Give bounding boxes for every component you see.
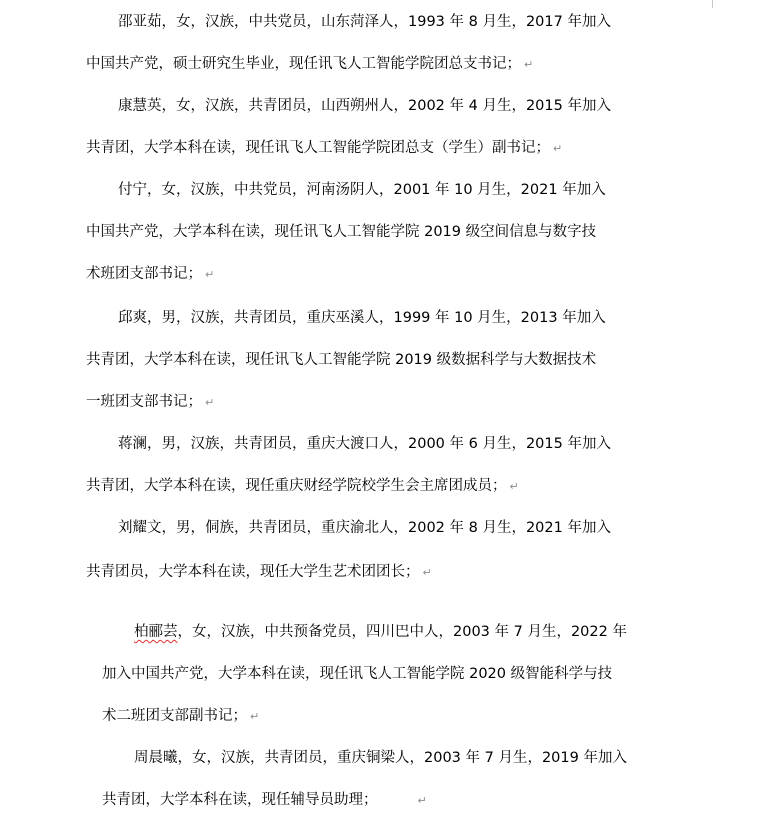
paragraph-mark-icon: ↵ xyxy=(509,480,519,493)
paragraph-7-line-3: 术二班团支部副书记； ↵ xyxy=(102,708,260,724)
paragraph-5-line-1: 蒋澜，男，汉族，共青团员，重庆大渡口人，2000 年 6 月生，2015 年加入 xyxy=(118,436,611,452)
paragraph-3-line-3: 术班团支部书记； ↵ xyxy=(86,266,215,282)
spellcheck-underlined-name: 柏郦芸 xyxy=(134,624,178,640)
paragraph-mark-icon: ↵ xyxy=(250,710,260,723)
paragraph-1-line-1: 邵亚茹，女，汉族，中共党员，山东菏泽人，1993 年 8 月生，2017 年加入 xyxy=(118,14,611,30)
paragraph-2-line-2: 共青团，大学本科在读，现任讯飞人工智能学院团总支（学生）副书记； ↵ xyxy=(86,140,563,156)
paragraph-mark-icon: ↵ xyxy=(205,268,215,281)
paragraph-4-line-2: 共青团，大学本科在读，现任讯飞人工智能学院 2019 级数据科学与大数据技术 xyxy=(86,352,597,368)
paragraph-6-line-1: 刘耀文，男，侗族，共青团员，重庆渝北人，2002 年 8 月生，2021 年加入 xyxy=(118,520,611,536)
paragraph-4-line-1: 邱爽，男，汉族，共青团员，重庆巫溪人，1999 年 10 月生，2013 年加入 xyxy=(118,310,606,326)
paragraph-8-line-1: 周晨曦，女，汉族，共青团员，重庆铜梁人，2003 年 7 月生，2019 年加入 xyxy=(134,750,627,766)
paragraph-7-line-1: 柏郦芸，女，汉族，中共预备党员，四川巴中人，2003 年 7 月生，2022 年 xyxy=(134,624,627,640)
paragraph-6-line-2: 共青团员，大学本科在读，现任大学生艺术团团长； ↵ xyxy=(86,564,432,580)
paragraph-8-line-2: 共青团，大学本科在读，现任辅导员助理； ↵ xyxy=(102,792,427,808)
paragraph-1-line-2: 中国共产党，硕士研究生毕业，现任讯飞人工智能学院团总支书记； ↵ xyxy=(86,56,534,72)
paragraph-5-line-2: 共青团，大学本科在读，现任重庆财经学院校学生会主席团成员； ↵ xyxy=(86,478,519,494)
paragraph-4-line-3: 一班团支部书记； ↵ xyxy=(86,394,215,410)
paragraph-mark-icon: ↵ xyxy=(205,396,215,409)
paragraph-3-line-1: 付宁，女，汉族，中共党员，河南汤阴人，2001 年 10 月生，2021 年加入 xyxy=(118,182,606,198)
paragraph-mark-icon: ↵ xyxy=(422,566,432,579)
paragraph-mark-icon: ↵ xyxy=(553,142,563,155)
paragraph-3-line-2: 中国共产党，大学本科在读，现任讯飞人工智能学院 2019 级空间信息与数字技 xyxy=(86,224,597,240)
paragraph-mark-icon: ↵ xyxy=(524,58,534,71)
paragraph-2-line-1: 康慧英，女，汉族，共青团员，山西朔州人，2002 年 4 月生，2015 年加入 xyxy=(118,98,611,114)
paragraph-mark-icon: ↵ xyxy=(417,794,427,807)
paragraph-7-line-2: 加入中国共产党，大学本科在读，现任讯飞人工智能学院 2020 级智能科学与技 xyxy=(102,666,613,682)
page-margin-corner-mark xyxy=(712,0,713,8)
